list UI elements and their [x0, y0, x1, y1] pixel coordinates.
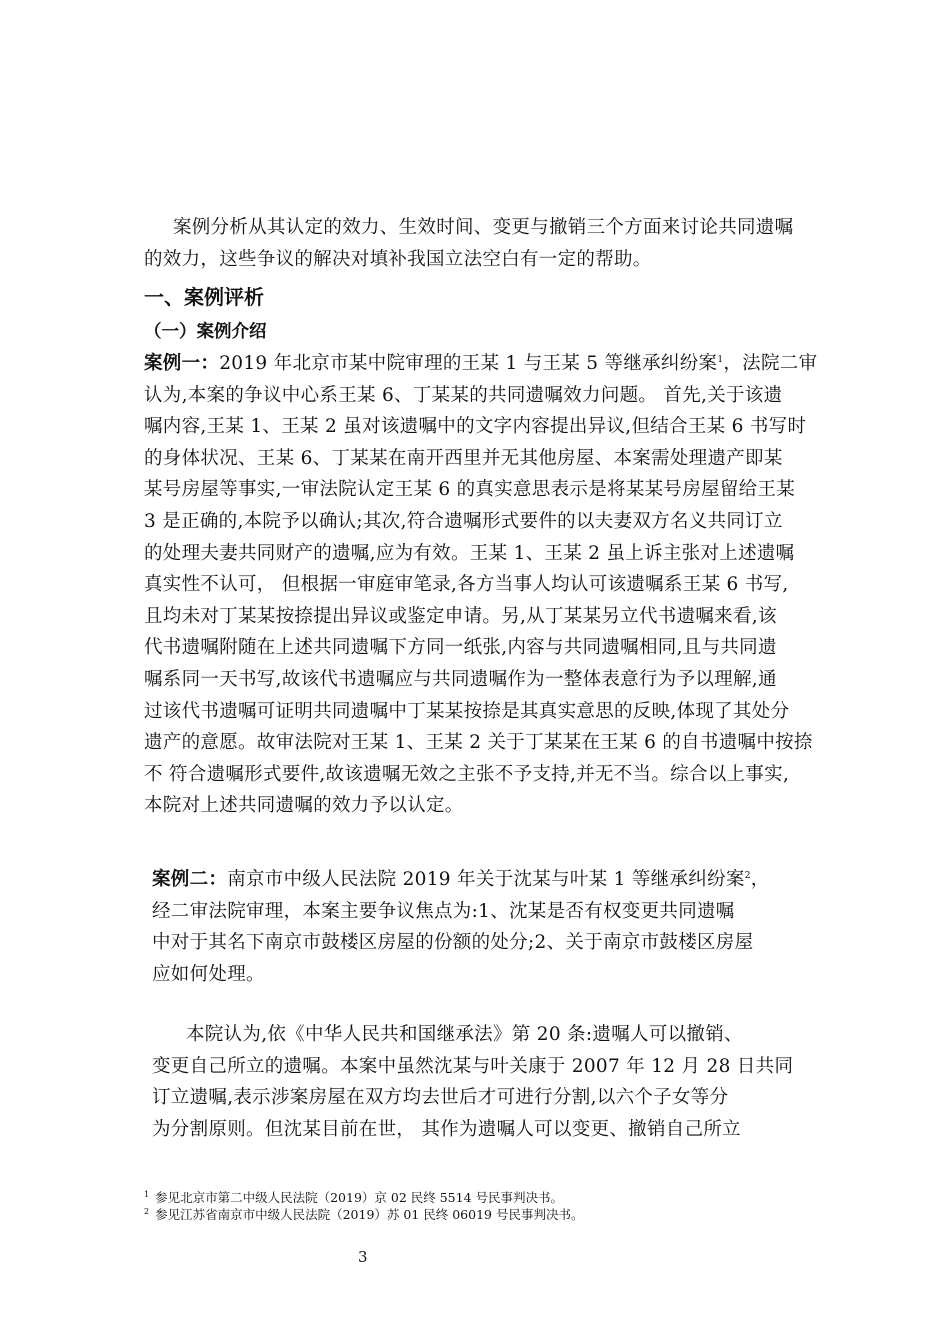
subsection-heading: （一）案例介绍	[144, 322, 267, 342]
footnote-2	[144, 1206, 583, 1223]
case-one-first-tail: ，法院二审	[723, 353, 818, 374]
ruling-line: 本院认为,依《中华人民共和国继承法》第 20 条:遗嘱人可以撤销、	[186, 1024, 743, 1045]
footnote-ref-1[interactable]: 1	[717, 355, 724, 365]
case-one-line: 的处理夫妻共同财产的遗嘱,应为有效。王某 1、王某 2 虽上诉主张对上述遗嘱	[144, 542, 795, 564]
case-one-line: 过该代书遗嘱可证明共同遗嘱中丁某某按捺是其真实意思的反映,体现了其处分	[144, 700, 790, 722]
ruling-paragraph	[152, 1019, 793, 1145]
intro-line-2: 的效力，这些争议的解决对填补我国立法空白有一定的帮助。	[144, 248, 652, 270]
case-one-line: 嘱内容,王某 1、王某 2 虽对该遗嘱中的文字内容提出异议,但结合王某 6 书写时	[144, 416, 807, 438]
ruling-line: 变更自己所立的遗嘱。本案中虽然沈某与叶关康于 2007 年 12 月 28 日共同	[152, 1055, 794, 1077]
case-one-line: 的身体状况、王某 6、丁某某在南开西里并无其他房屋、本案需处理遗产即某	[144, 447, 783, 469]
footnote-mark: 1	[144, 1190, 150, 1199]
footnote-text: 参见江苏省南京市中级人民法院（2019）苏 01 民终 06019 号民事判决书。	[155, 1207, 584, 1222]
ruling-line: 订立遗嘱,表示涉案房屋在双方均去世后才可进行分割,以六个子女等分	[152, 1087, 729, 1109]
footnotes	[144, 1189, 583, 1223]
case-two-line: 经二审法院审理，本案主要争议焦点为:1、沈某是否有权变更共同遗嘱	[152, 900, 735, 922]
footnote-text: 参见北京市第二中级人民法院（2019）京 02 民终 5514 号民事判决书。	[155, 1190, 564, 1205]
intro-paragraph	[144, 212, 793, 275]
footnote-1	[144, 1189, 583, 1206]
case-one-line: 认为,本案的争议中心系王某 6、丁某某的共同遗嘱效力问题。 首先,关于该遗	[144, 384, 783, 406]
case-one-line: 不 符合遗嘱形式要件,故该遗嘱无效之主张不予支持,并无不当。综合以上事实,	[144, 763, 790, 785]
case-one-first-line	[144, 348, 817, 380]
case-one-paragraph	[144, 348, 817, 822]
case-one-line: 真实性不认可， 但根据一审庭审笔录,各方当事人均认可该遗嘱系王某 6 书写,	[144, 574, 789, 596]
case-one-line: 遗产的意愿。故审法院对王某 1、王某 2 关于丁某某在王某 6 的自书遗嘱中按捺	[144, 732, 813, 754]
case-one-line: 3 是正确的,本院予以确认;其次,符合遗嘱形式要件的以夫妻双方名义共同订立	[144, 510, 783, 532]
case-two-line: 应如何处理。	[152, 963, 265, 985]
case-two-paragraph	[152, 864, 770, 990]
footnote-mark: 2	[144, 1207, 150, 1216]
case-one-line: 且均未对丁某某按捺提出异议或鉴定申请。另,从丁某某另立代书遗嘱来看,该	[144, 605, 777, 627]
case-two-line: 中对于其名下南京市鼓楼区房屋的份额的处分;2、关于南京市鼓楼区房屋	[152, 932, 754, 954]
case-one-line: 嘱系同一天书写,故该代书遗嘱应与共同遗嘱作为一整体表意行为予以理解,通	[144, 668, 777, 690]
section-heading: 一、案例评析	[144, 285, 264, 309]
footnote-ref-2[interactable]: 2	[744, 871, 751, 881]
case-two-first-tail: ，	[750, 869, 770, 890]
intro-line-1: 案例分析从其认定的效力、生效时间、变更与撤销三个方面来讨论共同遗嘱	[173, 217, 794, 238]
page-number: 3	[358, 1248, 368, 1266]
case-one-first-text: 2019 年北京市某中院审理的王某 1 与王某 5 等继承纠纷案	[219, 353, 718, 374]
case-two-label: 案例二：	[152, 869, 228, 890]
case-one-line: 本院对上述共同遗嘱的效力予以认定。	[144, 795, 464, 817]
case-two-first-line	[152, 864, 770, 896]
case-one-line: 代书遗嘱附随在上述共同遗嘱下方同一纸张,内容与共同遗嘱相同,且与共同遗	[144, 637, 777, 659]
case-one-label: 案例一：	[144, 353, 220, 374]
ruling-line: 为分割原则。但沈某目前在世， 其作为遗嘱人可以变更、撤销自己所立	[152, 1118, 741, 1140]
case-one-line: 某号房屋等事实,一审法院认定王某 6 的真实意思表示是将某某号房屋留给王某	[144, 479, 796, 501]
case-two-first-text: 南京市中级人民法院 2019 年关于沈某与叶某 1 等继承纠纷案	[227, 869, 745, 890]
